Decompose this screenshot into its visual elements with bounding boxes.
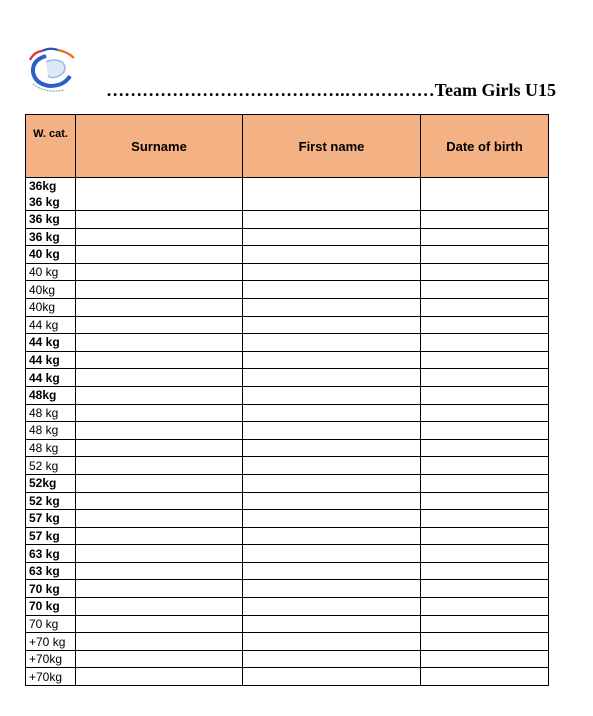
date-of-birth-cell[interactable]: [421, 615, 549, 633]
date-of-birth-cell[interactable]: [421, 246, 549, 264]
page-title: ………………………………….……………Team Girls U15: [106, 80, 556, 100]
date-of-birth-cell[interactable]: [421, 492, 549, 510]
weight-cell: +70kg: [26, 668, 76, 686]
weight-cell: +70kg: [26, 650, 76, 668]
weight-cell: 36 kg: [26, 228, 76, 246]
weight-cell: 63 kg: [26, 562, 76, 580]
weight-cell: 48 kg: [26, 422, 76, 440]
date-of-birth-cell[interactable]: [421, 562, 549, 580]
first-name-cell[interactable]: [243, 474, 421, 492]
table-row: [26, 334, 549, 352]
surname-cell[interactable]: [76, 422, 243, 440]
weight-label: 36 kg: [29, 195, 60, 209]
weight-cell: 40 kg: [26, 263, 76, 281]
date-of-birth-cell[interactable]: [421, 228, 549, 246]
weight-cell: 40 kg: [26, 246, 76, 264]
weight-cell: 44 kg: [26, 316, 76, 334]
date-of-birth-cell[interactable]: [421, 369, 549, 387]
date-of-birth-cell[interactable]: [421, 263, 549, 281]
header-date-of-birth: Date of birth: [421, 115, 549, 178]
date-of-birth-cell[interactable]: [421, 178, 549, 211]
weight-cell: 52kg: [26, 474, 76, 492]
first-name-cell[interactable]: [243, 439, 421, 457]
table-row: [26, 281, 549, 299]
header-first-name: First name: [243, 115, 421, 178]
first-name-cell[interactable]: [243, 351, 421, 369]
table-row: [26, 316, 549, 334]
weight-cell: 57 kg: [26, 510, 76, 528]
surname-cell[interactable]: [76, 386, 243, 404]
date-of-birth-cell[interactable]: [421, 668, 549, 686]
date-of-birth-cell[interactable]: [421, 404, 549, 422]
table-row: [26, 211, 549, 229]
date-of-birth-cell[interactable]: [421, 650, 549, 668]
weight-cell: 48 kg: [26, 439, 76, 457]
first-name-cell[interactable]: [243, 598, 421, 616]
header-weight-category: W. cat.: [26, 115, 76, 178]
first-name-cell[interactable]: [243, 211, 421, 229]
date-of-birth-cell[interactable]: [421, 334, 549, 352]
surname-cell[interactable]: [76, 580, 243, 598]
date-of-birth-cell[interactable]: [421, 422, 549, 440]
date-of-birth-cell[interactable]: [421, 474, 549, 492]
registration-table: [25, 114, 549, 686]
surname-cell[interactable]: [76, 598, 243, 616]
weight-cell: 48kg: [26, 386, 76, 404]
table-row: [26, 650, 549, 668]
date-of-birth-cell[interactable]: [421, 527, 549, 545]
surname-cell[interactable]: [76, 369, 243, 387]
table-row: [26, 633, 549, 651]
weight-cell: 70 kg: [26, 598, 76, 616]
first-name-cell[interactable]: [243, 228, 421, 246]
weight-cell: 63 kg: [26, 545, 76, 563]
first-name-cell[interactable]: [243, 562, 421, 580]
first-name-cell[interactable]: [243, 650, 421, 668]
table-header-row: [26, 115, 549, 178]
weight-cell: 40kg: [26, 281, 76, 299]
first-name-cell[interactable]: [243, 334, 421, 352]
first-name-cell[interactable]: [243, 386, 421, 404]
weight-cell: 70 kg: [26, 580, 76, 598]
first-name-cell[interactable]: [243, 263, 421, 281]
date-of-birth-cell[interactable]: [421, 633, 549, 651]
surname-cell[interactable]: [76, 334, 243, 352]
table-row: [26, 457, 549, 475]
table-row: [26, 545, 549, 563]
weight-cell: 44 kg: [26, 334, 76, 352]
date-of-birth-cell[interactable]: [421, 351, 549, 369]
weight-cell: 52 kg: [26, 492, 76, 510]
first-name-cell[interactable]: [243, 246, 421, 264]
first-name-cell[interactable]: [243, 527, 421, 545]
first-name-cell[interactable]: [243, 615, 421, 633]
federation-logo: [24, 44, 86, 98]
weight-label: 36kg: [29, 179, 57, 193]
weight-cell: 57 kg: [26, 527, 76, 545]
surname-cell[interactable]: [76, 474, 243, 492]
date-of-birth-cell[interactable]: [421, 510, 549, 528]
surname-cell[interactable]: [76, 527, 243, 545]
first-name-cell[interactable]: [243, 369, 421, 387]
first-name-cell[interactable]: [243, 178, 421, 211]
first-name-cell[interactable]: [243, 404, 421, 422]
weight-cell: [26, 178, 76, 211]
date-of-birth-cell[interactable]: [421, 386, 549, 404]
weight-cell: 36 kg: [26, 211, 76, 229]
weight-cell: 44 kg: [26, 369, 76, 387]
table-row: [26, 562, 549, 580]
first-name-cell[interactable]: [243, 510, 421, 528]
surname-cell[interactable]: [76, 316, 243, 334]
table-row: [26, 178, 549, 211]
surname-cell[interactable]: [76, 281, 243, 299]
table-row: [26, 492, 549, 510]
surname-cell[interactable]: [76, 178, 243, 211]
surname-cell[interactable]: [76, 492, 243, 510]
surname-cell[interactable]: [76, 351, 243, 369]
table-row: [26, 422, 549, 440]
table-row: [26, 228, 549, 246]
table-row: [26, 474, 549, 492]
table-row: [26, 369, 549, 387]
first-name-cell[interactable]: [243, 545, 421, 563]
surname-cell[interactable]: [76, 246, 243, 264]
date-of-birth-cell[interactable]: [421, 316, 549, 334]
surname-cell[interactable]: [76, 263, 243, 281]
header-surname: Surname: [76, 115, 243, 178]
weight-cell: 48 kg: [26, 404, 76, 422]
date-of-birth-cell[interactable]: [421, 211, 549, 229]
surname-cell[interactable]: [76, 545, 243, 563]
date-of-birth-cell[interactable]: [421, 545, 549, 563]
weight-cell: 52 kg: [26, 457, 76, 475]
table-row: [26, 298, 549, 316]
surname-cell[interactable]: [76, 439, 243, 457]
table-row: [26, 510, 549, 528]
table-row: [26, 246, 549, 264]
surname-cell[interactable]: [76, 404, 243, 422]
first-name-cell[interactable]: [243, 298, 421, 316]
date-of-birth-cell[interactable]: [421, 457, 549, 475]
first-name-cell[interactable]: [243, 633, 421, 651]
table-row: [26, 668, 549, 686]
first-name-cell[interactable]: [243, 457, 421, 475]
surname-cell[interactable]: [76, 298, 243, 316]
table-row: [26, 386, 549, 404]
first-name-cell[interactable]: [243, 281, 421, 299]
table-row: [26, 404, 549, 422]
first-name-cell[interactable]: [243, 580, 421, 598]
first-name-cell[interactable]: [243, 668, 421, 686]
surname-cell[interactable]: [76, 633, 243, 651]
weight-cell: 44 kg: [26, 351, 76, 369]
weight-cell: 40kg: [26, 298, 76, 316]
weight-cell: +70 kg: [26, 633, 76, 651]
table-row: [26, 615, 549, 633]
date-of-birth-cell[interactable]: [421, 298, 549, 316]
weight-cell: 70 kg: [26, 615, 76, 633]
surname-cell[interactable]: [76, 562, 243, 580]
table-row: [26, 351, 549, 369]
date-of-birth-cell[interactable]: [421, 281, 549, 299]
surname-cell[interactable]: [76, 668, 243, 686]
surname-cell[interactable]: [76, 615, 243, 633]
first-name-cell[interactable]: [243, 492, 421, 510]
surname-cell[interactable]: [76, 211, 243, 229]
table-row: [26, 263, 549, 281]
surname-cell[interactable]: [76, 650, 243, 668]
first-name-cell[interactable]: [243, 316, 421, 334]
table-row: [26, 527, 549, 545]
date-of-birth-cell[interactable]: [421, 598, 549, 616]
first-name-cell[interactable]: [243, 422, 421, 440]
table-row: [26, 580, 549, 598]
surname-cell[interactable]: [76, 510, 243, 528]
table-row: [26, 598, 549, 616]
date-of-birth-cell[interactable]: [421, 439, 549, 457]
date-of-birth-cell[interactable]: [421, 580, 549, 598]
table-row: [26, 439, 549, 457]
surname-cell[interactable]: [76, 457, 243, 475]
surname-cell[interactable]: [76, 228, 243, 246]
